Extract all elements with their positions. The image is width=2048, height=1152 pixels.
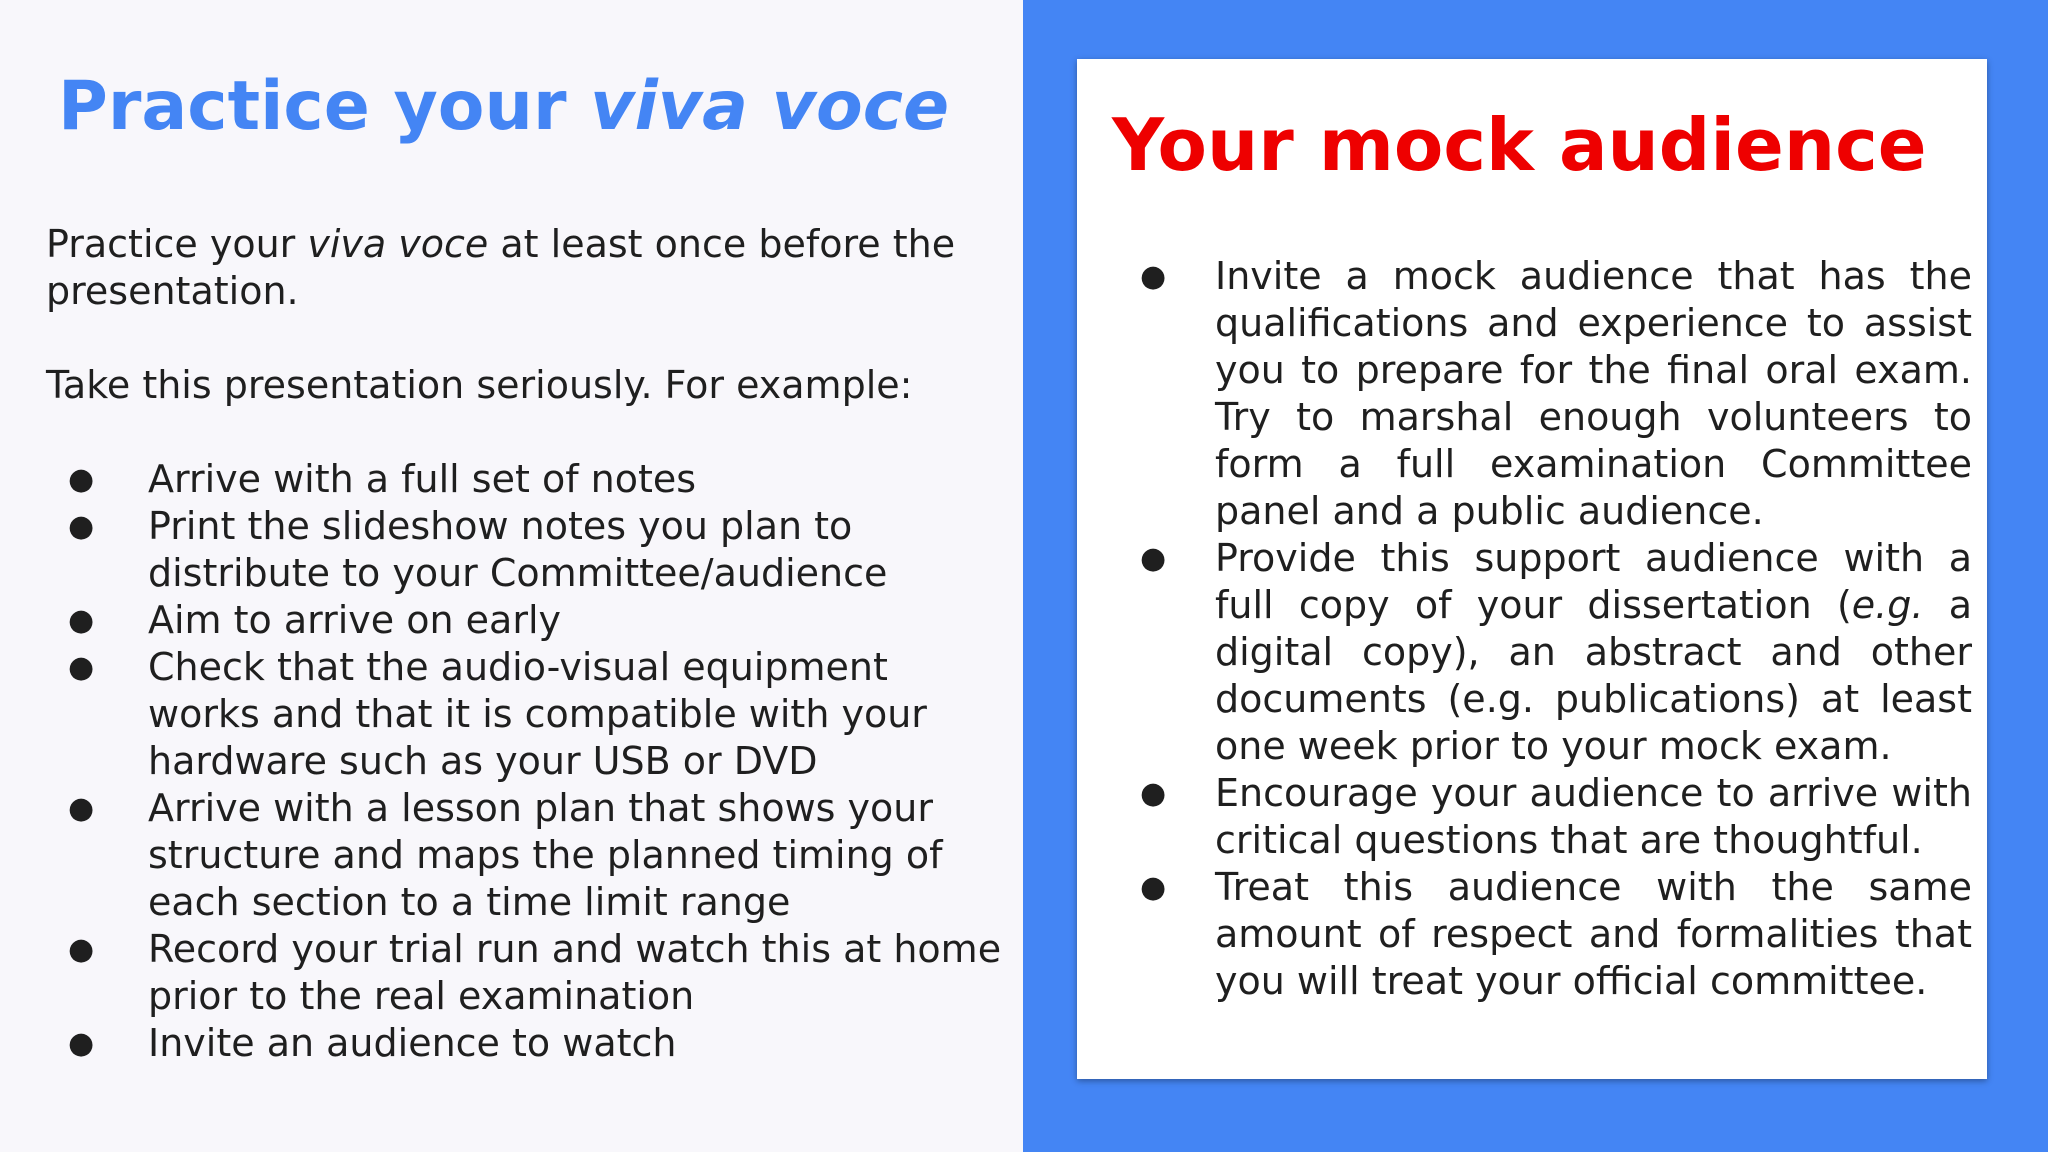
- list-item-text: Invite a mock audience that has the qualifications and experience to assist you to prepare for the final oral exam. Try to marshal enough volunteers to form a full examination Committee panel and a public audience.: [1215, 254, 1972, 533]
- mock-audience-list: [1120, 253, 1972, 1005]
- list-item: [46, 1020, 1006, 1067]
- list-item-text: Check that the audio-visual equipment works and that it is compatible with your hardware such as your USB or DVD: [148, 645, 927, 783]
- list-item: [46, 926, 1006, 1020]
- list-item: [46, 785, 1006, 926]
- preparation-list: [46, 456, 1006, 1067]
- intro-post: at least once before the presentation.: [46, 222, 956, 313]
- list-item: [1120, 535, 1972, 770]
- mock-audience-title: Your mock audience: [1112, 103, 1927, 187]
- list-item: [1120, 770, 1972, 864]
- bullet-icon: ●: [68, 462, 95, 497]
- bullet-icon: ●: [1140, 541, 1167, 576]
- example-intro: Take this presentation seriously. For example:: [46, 363, 913, 407]
- slide-title-italic: viva voce: [590, 67, 950, 146]
- bullet-icon: ●: [68, 932, 95, 967]
- slide-title-pre: Practice your: [58, 67, 591, 146]
- list-item-text: Encourage your audience to arrive with critical questions that are thoughtful.: [1215, 771, 1972, 862]
- list-item-text: Treat this audience with the same amount of respect and formalities that you will treat your official committee.: [1215, 865, 1972, 1003]
- list-item-text-post: a digital copy), an abstract and other documents (e.g. publications) at least one week prior to your mock exam.: [1215, 583, 1972, 768]
- intro-pre: Practice your: [46, 222, 308, 266]
- bullet-icon: ●: [68, 603, 95, 638]
- bullet-icon: ●: [68, 509, 95, 544]
- list-item-text-italic: e.g.: [1851, 583, 1924, 627]
- bullet-icon: ●: [68, 650, 95, 685]
- list-item: [46, 503, 1006, 597]
- intro-paragraph: [46, 221, 996, 315]
- list-item: [46, 644, 1006, 785]
- bullet-icon: ●: [1140, 259, 1167, 294]
- list-item-text: Record your trial run and watch this at home prior to the real examination: [148, 927, 1002, 1018]
- list-item-text: Arrive with a lesson plan that shows your structure and maps the planned timing of each section to a time limit range: [148, 786, 943, 924]
- intro-italic: viva voce: [307, 222, 489, 266]
- list-item: [1120, 253, 1972, 535]
- slide-title: [58, 66, 949, 148]
- bullet-icon: ●: [68, 1026, 95, 1061]
- bullet-icon: ●: [1140, 776, 1167, 811]
- list-item: [46, 456, 1006, 503]
- list-item-text: Print the slideshow notes you plan to distribute to your Committee/audience: [148, 504, 888, 595]
- list-item: [46, 597, 1006, 644]
- list-item-text-pre: Provide this support audience with a full copy of your dissertation (: [1215, 536, 1972, 627]
- bullet-icon: ●: [68, 791, 95, 826]
- list-item-text: Aim to arrive on early: [148, 598, 561, 642]
- list-item-text: Arrive with a full set of notes: [148, 457, 697, 501]
- list-item-text: Invite an audience to watch: [148, 1021, 677, 1065]
- bullet-icon: ●: [1140, 870, 1167, 905]
- list-item: [1120, 864, 1972, 1005]
